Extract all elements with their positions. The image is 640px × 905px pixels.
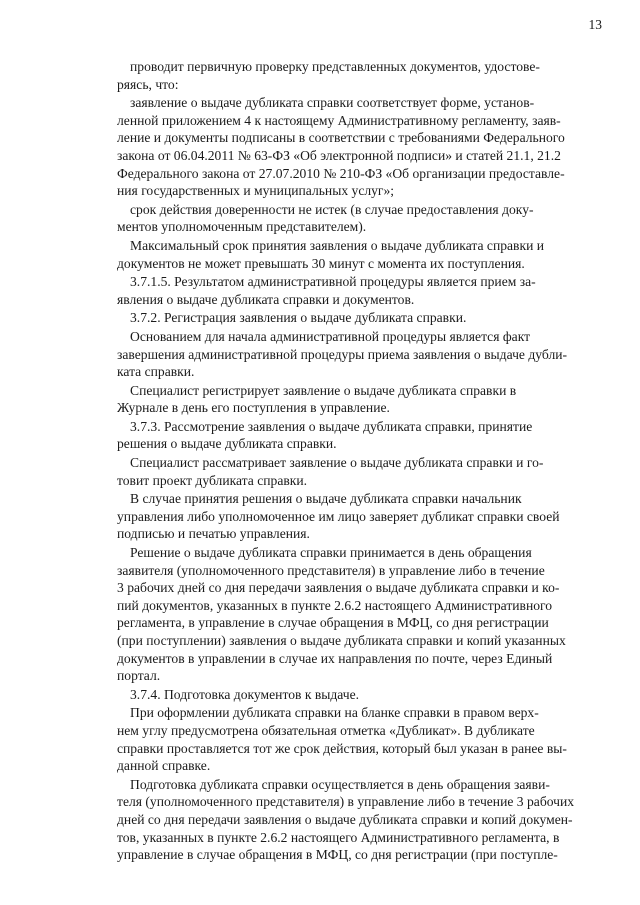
paragraph: Специалист рассматривает заявление о выдаче дубликата справки и го- товит проект дубликата справки. (117, 455, 544, 488)
paragraph: 3.7.4. Подготовка документов к выдаче. (130, 686, 360, 702)
page-number: 13 (588, 17, 602, 32)
body-text (117, 58, 598, 865)
paragraph: срок действия доверенности не истек (в случае предоставления доку- ментов уполномоченным представителем). (117, 201, 534, 235)
paragraph: В случае принятия решения о выдаче дубликата справки начальник управления либо уполномоченное им лицо заверяет дубликат справки своей подписью и печатью управления. (117, 491, 560, 542)
paragraph: При оформлении дубликата справки на бланке справки в правом верх- нем углу предусмотрена обязательная отметка «Дубликат». В дубликате справки проставляется тот же срок действия, который был указан в ранее вы- данной справке. (117, 705, 567, 774)
paragraph: Подготовка дубликата справки осуществляется в день обращения заяви- теля (уполномоченного представителя) в управление либо в течение 3 рабочих дней со дня передачи заявления о выдаче дубликата справки и копий докумен- тов, указанных в пункте 2.6.2 настоящего Административного регламента, в управление в случае обращения в МФЦ, со дня регистрации (при поступле- (117, 776, 575, 863)
paragraph: Максимальный срок принятия заявления о выдаче дубликата справки и документов не может превышать 30 минут с момента их поступления. (117, 237, 545, 271)
paragraph: Решение о выдаче дубликата справки принимается в день обращения заявителя (уполномоченного представителя) в управление либо в течение 3 рабочих дней со дня передачи заявления о выдаче дубликата справки и ко- пий документов, указанных в пункте 2.6.2 настоящего Административного регламента, в управление в случае обращения в МФЦ, со дня регистрации (при поступлении) заявления о выдаче дубликата справки и копий указанных документов в управлении в случае их направления по почте, через Единый портал. (117, 545, 566, 684)
paragraph: 3.7.1.5. Результатом административной процедуры является прием за- явления о выдаче дубликата справки и документов. (117, 274, 536, 307)
paragraph: 3.7.2. Регистрация заявления о выдаче дубликата справки. (130, 310, 467, 326)
paragraph: проводит первичную проверку представленных документов, удостове- ряясь, что: (117, 59, 540, 92)
paragraph: 3.7.3. Рассмотрение заявления о выдаче дубликата справки, принятие решения о выдаче дубликата справки. (117, 418, 533, 452)
paragraph: Основанием для начала административной процедуры является факт завершения административной процедуры приема заявления о выдаче дубли- ката справки. (117, 328, 568, 380)
paragraph: заявление о выдаче дубликата справки соответствует форме, установ- ленной приложением 4 к настоящему Административному регламенту, заяв- ление и документы подписаны в соответствии с требованиями Федерального закона от 06.04.2011 № 63-ФЗ «Об электронной подписи» и статей 21.1, 21.2 Федерального закона от 27.07.2010 № 210-ФЗ «Об организации предоставле- ния государственных и муниципальных услуг»; (117, 95, 565, 199)
paragraph: Специалист регистрирует заявление о выдаче дубликата справки в Журнале в день его поступления в управление. (117, 382, 517, 416)
